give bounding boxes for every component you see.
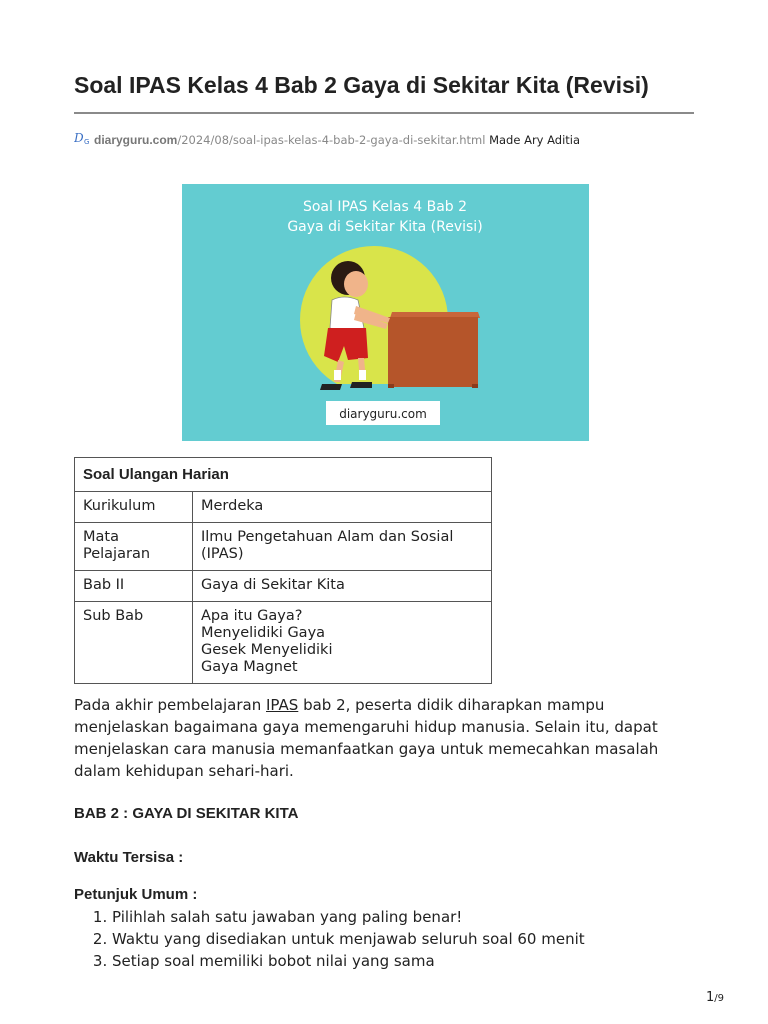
source-path: /2024/08/soal-ipas-kelas-4-bab-2-gaya-di-sekitar.html — [177, 133, 486, 147]
source-domain: diaryguru.com — [94, 133, 178, 147]
hero-badge-text: diaryguru.com — [339, 407, 427, 421]
svg-text:D: D — [74, 131, 84, 145]
table-value-line: Apa itu Gaya? — [201, 608, 303, 624]
intro-text-start: Pada akhir pembelajaran — [74, 696, 266, 714]
table-value — [193, 602, 492, 684]
info-table — [74, 457, 492, 684]
table-header-row — [75, 458, 492, 492]
list-item: 1. Pilihlah salah satu jawaban yang paling benar! — [112, 906, 672, 928]
list-item: 2. Waktu yang disediakan untuk menjawab seluruh soal 60 menit — [112, 928, 672, 950]
table-row — [75, 571, 492, 602]
source-line — [74, 128, 694, 152]
title-divider — [74, 112, 694, 114]
svg-text:G: G — [84, 138, 90, 145]
table-key: Sub Bab — [75, 602, 193, 684]
table-value: Merdeka — [193, 492, 492, 523]
desk-illustration — [388, 317, 478, 387]
page-number: 1/9 — [706, 990, 725, 1005]
hero-title-line1: Soal IPAS Kelas 4 Bab 2 — [302, 199, 468, 215]
table-value-line: (IPAS) — [201, 546, 244, 562]
table-row — [75, 523, 492, 571]
intro-paragraph — [74, 694, 674, 782]
table-row — [75, 602, 492, 684]
intro-text-rest: bab 2, peserta didik diharapkan mampu menjelaskan bagaimana gaya memengaruhi hidup manusia. Selain itu, dapat menjelaskan cara manusia memanfaatkan gaya untuk memecahkan masalah dalam kehidupan sehari-hari. — [74, 696, 659, 780]
section-heading: BAB 2 : GAYA DI SEKITAR KITA — [74, 805, 299, 822]
hero-title-line2: Gaya di Sekitar Kita (Revisi) — [287, 219, 483, 235]
table-value-line: Ilmu Pengetahuan Alam dan Sosial — [201, 529, 454, 545]
table-value-line: Gaya Magnet — [201, 659, 298, 675]
author-name: Made Ary Aditia — [489, 133, 581, 147]
ipas-link[interactable]: IPAS — [266, 696, 299, 714]
table-header: Soal Ulangan Harian — [75, 458, 492, 492]
table-value-line: Gesek Menyelidiki — [201, 642, 333, 658]
table-row — [75, 492, 492, 523]
table-key: Kurikulum — [75, 492, 193, 523]
page-total: 9 — [717, 993, 725, 1004]
table-key: Mata Pelajaran — [75, 523, 193, 571]
table-value: Gaya di Sekitar Kita — [193, 571, 492, 602]
hero-image — [182, 184, 589, 441]
instructions-heading: Petunjuk Umum : — [74, 886, 198, 903]
page-current: 1 — [706, 990, 715, 1005]
source-link[interactable] — [94, 133, 485, 147]
table-value-line: Menyelidiki Gaya — [201, 625, 326, 641]
list-item: 3. Setiap soal memiliki bobot nilai yang sama — [112, 950, 672, 972]
table-key: Bab II — [75, 571, 193, 602]
time-remaining-label: Waktu Tersisa : — [74, 849, 184, 866]
diaryguru-logo-icon — [74, 131, 92, 145]
instructions-list — [74, 906, 672, 972]
page-title: Soal IPAS Kelas 4 Bab 2 Gaya di Sekitar Kita (Revisi) — [74, 72, 649, 98]
table-value — [193, 523, 492, 571]
